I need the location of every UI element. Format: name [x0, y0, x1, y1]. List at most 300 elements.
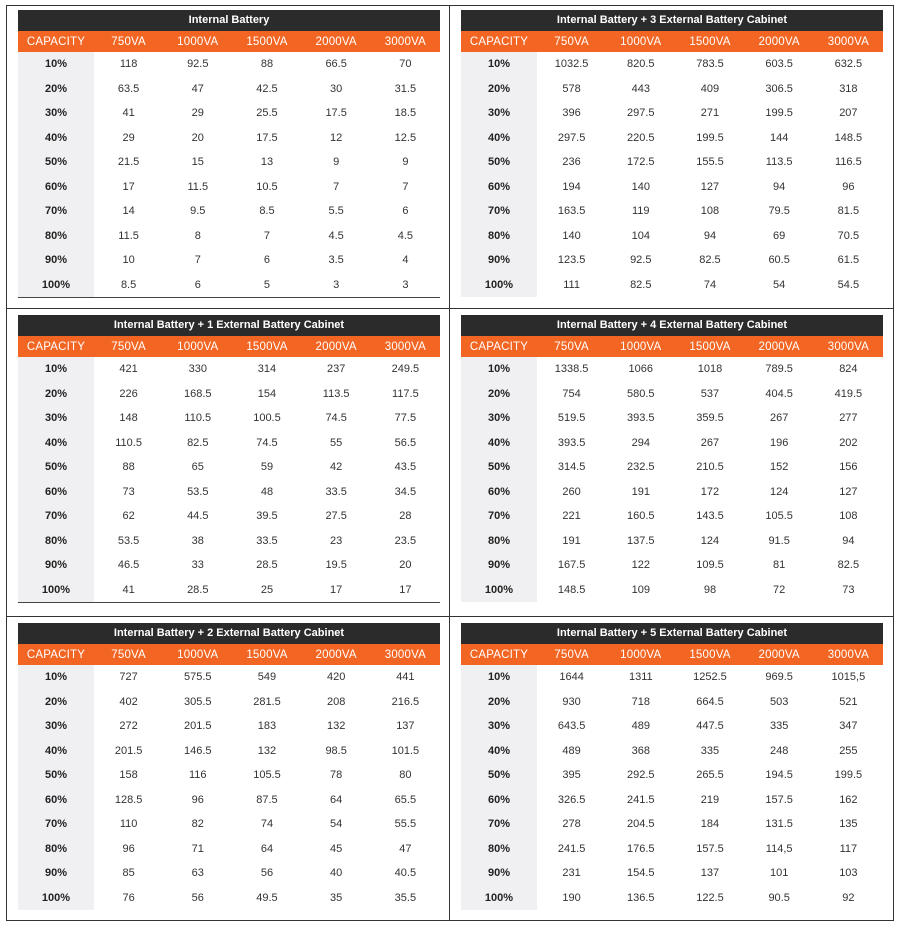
table-row: [18, 77, 440, 102]
runtime-cell: 824: [839, 363, 858, 376]
runtime-cell: 122: [631, 559, 650, 572]
runtime-cell: 98: [703, 583, 717, 596]
runtime-cell: 103: [839, 867, 858, 880]
runtime-cell: 402: [119, 695, 138, 708]
runtime-cell: 221: [562, 510, 581, 523]
runtime-cell: 113.5: [765, 156, 793, 169]
runtime-cell: 109.5: [696, 559, 724, 572]
capacity-cell: 90%: [461, 553, 537, 578]
runtime-cell: 7: [402, 180, 409, 193]
capacity-cell: 10%: [461, 357, 537, 382]
runtime-cell: 74: [260, 818, 274, 831]
capacity-cell: 60%: [461, 788, 537, 813]
runtime-cell: 204.5: [627, 818, 655, 831]
runtime-cell: 210.5: [696, 461, 724, 474]
runtime-cell: 335: [700, 744, 720, 757]
table-row: [461, 861, 883, 886]
runtime-cell: 105.5: [253, 769, 281, 782]
runtime-cell: 1032.5: [554, 58, 589, 71]
runtime-table-grid: [461, 315, 883, 602]
runtime-cell: 160.5: [627, 510, 655, 523]
runtime-cell: 131.5: [765, 818, 793, 831]
table-row: [461, 248, 883, 273]
runtime-cell: 54.5: [837, 278, 860, 291]
runtime-cell: 44.5: [187, 510, 209, 523]
runtime-cell: 718: [631, 695, 650, 708]
runtime-cell: 4.5: [328, 229, 344, 242]
runtime-cell: 199.5: [834, 769, 863, 782]
table-row: [461, 739, 883, 764]
runtime-cell: 163.5: [557, 205, 586, 218]
runtime-cell: 395: [562, 769, 581, 782]
runtime-cell: 447.5: [696, 720, 724, 733]
capacity-cell: 80%: [461, 837, 537, 862]
runtime-cell: 199.5: [696, 131, 724, 144]
table-row: [18, 763, 440, 788]
table-row: [18, 406, 440, 431]
runtime-cell: 137: [700, 867, 720, 880]
runtime-cell: 643.5: [557, 720, 586, 733]
runtime-cell: 140: [631, 180, 650, 193]
runtime-cell: 281.5: [253, 695, 281, 708]
runtime-cell: 40.5: [394, 867, 417, 880]
runtime-cell: 76: [122, 891, 135, 904]
va-rating-header: 1000VA: [163, 31, 232, 52]
runtime-cell: 580.5: [627, 387, 655, 400]
runtime-cell: 194: [562, 180, 581, 193]
capacity-header: CAPACITY: [18, 336, 94, 357]
capacity-cell: 20%: [461, 690, 537, 715]
va-rating-header: 2000VA: [302, 31, 371, 52]
capacity-header: CAPACITY: [461, 336, 537, 357]
runtime-cell: 314.5: [557, 461, 586, 474]
runtime-cell: 35: [330, 891, 343, 904]
table-row: [18, 126, 440, 151]
table-row: [18, 714, 440, 739]
runtime-cell: 820.5: [627, 58, 655, 71]
runtime-cell: 29: [122, 131, 135, 144]
table-row: [18, 224, 440, 249]
table-row: [461, 480, 883, 505]
runtime-cell: 81: [773, 559, 786, 572]
runtime-cell: 11.5: [118, 229, 139, 242]
capacity-cell: 50%: [18, 455, 94, 480]
runtime-cell: 137: [396, 720, 415, 733]
capacity-cell: 40%: [18, 431, 94, 456]
runtime-cell: 66.5: [325, 58, 347, 71]
header-row: [18, 336, 440, 357]
runtime-cell: 47: [191, 82, 204, 95]
table-row: [18, 382, 440, 407]
runtime-cell: 396: [562, 107, 581, 120]
table-row: [461, 406, 883, 431]
runtime-cell: 64: [260, 842, 274, 855]
runtime-cell: 127: [839, 485, 858, 498]
runtime-cell: 9: [402, 156, 409, 169]
table-row: [18, 175, 440, 200]
runtime-cell: 1015,5: [831, 671, 866, 684]
runtime-cell: 7: [194, 254, 201, 267]
runtime-cell: 4.5: [397, 229, 414, 242]
runtime-cell: 33.5: [325, 485, 347, 498]
capacity-cell: 40%: [461, 431, 537, 456]
runtime-cell: 155.5: [696, 156, 724, 169]
row-divider-1: [6, 308, 894, 309]
runtime-cell: 6: [263, 254, 271, 267]
runtime-cell: 12.5: [394, 131, 417, 144]
capacity-cell: 90%: [461, 248, 537, 273]
capacity-cell: 80%: [461, 224, 537, 249]
capacity-cell: 100%: [18, 273, 94, 298]
table-row: [18, 739, 440, 764]
runtime-table: [461, 623, 883, 910]
runtime-cell: 255: [839, 744, 858, 757]
runtime-cell: 754: [562, 387, 581, 400]
runtime-cell: 271: [700, 107, 720, 120]
runtime-cell: 61.5: [837, 254, 860, 267]
runtime-cell: 17.5: [325, 107, 347, 120]
runtime-cell: 77.5: [394, 412, 417, 425]
table-row: [18, 553, 440, 578]
runtime-cell: 7: [263, 229, 271, 242]
capacity-cell: 100%: [461, 578, 537, 603]
runtime-cell: 10.5: [256, 180, 278, 193]
capacity-cell: 20%: [18, 690, 94, 715]
runtime-cell: 154: [257, 387, 277, 400]
runtime-cell: 85: [122, 867, 135, 880]
runtime-cell: 123.5: [557, 254, 586, 267]
runtime-cell: 537: [700, 387, 720, 400]
runtime-cell: 220.5: [627, 131, 655, 144]
va-rating-header: 1500VA: [675, 336, 744, 357]
runtime-cell: 49.5: [256, 891, 278, 904]
runtime-table: [18, 315, 440, 603]
runtime-cell: 202: [839, 436, 858, 449]
capacity-cell: 20%: [461, 382, 537, 407]
capacity-cell: 40%: [18, 126, 94, 151]
runtime-cell: 8: [194, 229, 201, 242]
runtime-cell: 25: [260, 583, 274, 596]
runtime-cell: 314: [257, 363, 277, 376]
runtime-cell: 42.5: [256, 82, 278, 95]
va-rating-header: 2000VA: [745, 644, 814, 665]
runtime-cell: 172: [700, 485, 720, 498]
runtime-cell: 56: [260, 867, 274, 880]
runtime-cell: 17: [399, 583, 412, 596]
table-row: [18, 101, 440, 126]
runtime-cell: 143.5: [696, 510, 724, 523]
va-rating-header: 1000VA: [606, 336, 675, 357]
runtime-cell: 136.5: [627, 891, 655, 904]
runtime-cell: 28: [399, 510, 412, 523]
runtime-cell: 489: [631, 720, 650, 733]
capacity-cell: 80%: [461, 529, 537, 554]
capacity-cell: 50%: [461, 150, 537, 175]
va-rating-header: 3000VA: [371, 336, 440, 357]
runtime-cell: 3: [333, 278, 340, 291]
table-row: [461, 714, 883, 739]
runtime-cell: 59: [260, 461, 274, 474]
va-rating-header: 750VA: [537, 31, 606, 52]
header-row: [461, 31, 883, 52]
capacity-cell: 40%: [461, 126, 537, 151]
header-row: [18, 31, 440, 52]
table-row: [18, 665, 440, 690]
capacity-cell: 30%: [18, 714, 94, 739]
va-rating-header: 1000VA: [163, 644, 232, 665]
runtime-cell: 409: [700, 82, 720, 95]
runtime-cell: 33: [191, 559, 204, 572]
runtime-cell: 575.5: [184, 671, 212, 684]
runtime-cell: 249.5: [391, 363, 420, 376]
runtime-cell: 158: [119, 769, 138, 782]
runtime-cell: 148: [119, 412, 138, 425]
runtime-cell: 156: [839, 461, 858, 474]
table-row: [461, 504, 883, 529]
runtime-cell: 33.5: [256, 534, 278, 547]
runtime-cell: 41: [122, 107, 135, 120]
capacity-cell: 40%: [18, 739, 94, 764]
runtime-cell: 56.5: [394, 436, 417, 449]
runtime-cell: 8.5: [259, 205, 275, 218]
table-row: [18, 52, 440, 77]
va-rating-header: 750VA: [537, 336, 606, 357]
runtime-cell: 1644: [559, 671, 584, 684]
runtime-cell: 96: [842, 180, 855, 193]
runtime-cell: 64: [330, 793, 343, 806]
runtime-cell: 292.5: [627, 769, 655, 782]
runtime-cell: 297.5: [627, 107, 655, 120]
va-rating-header: 750VA: [94, 336, 163, 357]
runtime-cell: 79.5: [768, 205, 790, 218]
runtime-cell: 92.5: [630, 254, 652, 267]
runtime-cell: 108: [700, 205, 720, 218]
table-title: Internal Battery + 4 External Battery Cabinet: [461, 315, 883, 336]
table-title: Internal Battery: [18, 10, 440, 31]
runtime-cell: 23.5: [394, 534, 417, 547]
runtime-cell: 3.5: [328, 254, 344, 267]
va-rating-header: 2000VA: [745, 336, 814, 357]
runtime-cell: 74.5: [325, 412, 347, 425]
capacity-cell: 90%: [18, 553, 94, 578]
runtime-cell: 10: [122, 254, 135, 267]
capacity-cell: 80%: [18, 224, 94, 249]
table-row: [461, 150, 883, 175]
runtime-cell: 4: [402, 254, 409, 267]
capacity-cell: 70%: [461, 504, 537, 529]
runtime-cell: 82.5: [699, 254, 721, 267]
runtime-cell: 81.5: [837, 205, 860, 218]
capacity-cell: 90%: [461, 861, 537, 886]
runtime-cell: 7: [333, 180, 340, 193]
runtime-cell: 9.5: [190, 205, 206, 218]
runtime-cell: 132: [326, 720, 346, 733]
runtime-cell: 116: [189, 769, 207, 782]
runtime-cell: 96: [191, 793, 204, 806]
runtime-cell: 82: [191, 818, 204, 831]
runtime-cell: 146.5: [184, 744, 212, 757]
runtime-cell: 20: [399, 559, 412, 572]
table-row: [461, 763, 883, 788]
runtime-cell: 101: [769, 867, 789, 880]
table-row: [461, 52, 883, 77]
table-row: [18, 273, 440, 298]
runtime-cell: 65.5: [394, 793, 417, 806]
table-row: [461, 455, 883, 480]
runtime-cell: 191: [562, 534, 581, 547]
capacity-cell: 60%: [461, 175, 537, 200]
runtime-cell: 54: [773, 278, 786, 291]
runtime-cell: 368: [631, 744, 650, 757]
runtime-cell: 267: [700, 436, 720, 449]
runtime-table: [461, 10, 883, 297]
va-rating-header: 3000VA: [814, 644, 883, 665]
table-row: [18, 788, 440, 813]
va-rating-header: 1500VA: [232, 644, 301, 665]
runtime-cell: 114,5: [765, 842, 793, 855]
runtime-cell: 63: [191, 867, 204, 880]
runtime-cell: 96: [122, 842, 135, 855]
runtime-cell: 154.5: [627, 867, 655, 880]
runtime-cell: 94: [773, 180, 786, 193]
runtime-cell: 45: [330, 842, 343, 855]
table-row: [461, 837, 883, 862]
capacity-cell: 50%: [461, 763, 537, 788]
runtime-cell: 70.5: [837, 229, 860, 242]
runtime-cell: 632.5: [834, 58, 863, 71]
runtime-cell: 62: [122, 510, 135, 523]
runtime-cell: 21.5: [117, 156, 140, 169]
runtime-cell: 1018: [697, 363, 723, 376]
header-row: [461, 644, 883, 665]
capacity-cell: 50%: [18, 150, 94, 175]
table-row: [461, 529, 883, 554]
table-row: [461, 101, 883, 126]
runtime-cell: 104: [631, 229, 650, 242]
runtime-cell: 216.5: [391, 695, 420, 708]
va-rating-header: 1500VA: [675, 644, 744, 665]
runtime-cell: 70: [399, 58, 412, 71]
table-row: [461, 273, 883, 298]
runtime-cell: 100.5: [253, 412, 281, 425]
runtime-cell: 140: [562, 229, 581, 242]
runtime-cell: 124: [700, 534, 720, 547]
capacity-cell: 100%: [18, 886, 94, 911]
runtime-cell: 335: [769, 720, 789, 733]
row-divider-2: [6, 616, 894, 617]
runtime-cell: 969.5: [765, 671, 793, 684]
runtime-cell: 60.5: [768, 254, 790, 267]
table-row: [18, 431, 440, 456]
runtime-cell: 727: [119, 671, 138, 684]
table-row: [461, 665, 883, 690]
runtime-cell: 111: [563, 278, 580, 291]
runtime-cell: 219: [700, 793, 720, 806]
table-title: Internal Battery + 2 External Battery Cabinet: [18, 623, 440, 644]
runtime-cell: 144: [769, 131, 789, 144]
runtime-cell: 39.5: [256, 510, 278, 523]
runtime-cell: 80: [399, 769, 412, 782]
runtime-cell: 128.5: [114, 793, 143, 806]
runtime-cell: 241.5: [627, 793, 655, 806]
runtime-cell: 40: [330, 867, 343, 880]
runtime-cell: 92: [842, 891, 855, 904]
runtime-table: [461, 315, 883, 602]
runtime-cell: 393.5: [557, 436, 586, 449]
runtime-cell: 113.5: [322, 387, 350, 400]
runtime-cell: 35.5: [394, 891, 417, 904]
runtime-cell: 157.5: [765, 793, 793, 806]
capacity-cell: 30%: [461, 406, 537, 431]
va-rating-header: 750VA: [537, 644, 606, 665]
capacity-cell: 10%: [18, 52, 94, 77]
runtime-cell: 12: [330, 131, 343, 144]
runtime-cell: 148.5: [834, 131, 863, 144]
runtime-cell: 88: [122, 461, 135, 474]
runtime-cell: 109: [631, 583, 650, 596]
table-row: [18, 812, 440, 837]
table-row: [18, 199, 440, 224]
runtime-cell: 116.5: [835, 156, 862, 169]
runtime-cell: 53.5: [187, 485, 209, 498]
runtime-cell: 272: [119, 720, 138, 733]
runtime-cell: 14: [122, 205, 135, 218]
runtime-cell: 503: [769, 695, 789, 708]
capacity-cell: 70%: [18, 199, 94, 224]
capacity-cell: 10%: [461, 665, 537, 690]
runtime-cell: 71: [191, 842, 204, 855]
runtime-cell: 404.5: [765, 387, 793, 400]
capacity-cell: 60%: [461, 480, 537, 505]
runtime-cell: 73: [122, 485, 135, 498]
capacity-cell: 60%: [18, 175, 94, 200]
runtime-cell: 74.5: [256, 436, 278, 449]
runtime-cell: 91.5: [768, 534, 790, 547]
table-row: [461, 886, 883, 911]
runtime-cell: 63.5: [117, 82, 140, 95]
runtime-cell: 267: [769, 412, 789, 425]
runtime-cell: 9: [333, 156, 340, 169]
runtime-cell: 55.5: [394, 818, 417, 831]
va-rating-header: 1500VA: [675, 31, 744, 52]
runtime-cell: 6: [402, 205, 409, 218]
runtime-cell: 27.5: [325, 510, 347, 523]
runtime-cell: 226: [119, 387, 138, 400]
runtime-cell: 38: [191, 534, 204, 547]
runtime-cell: 28.5: [256, 559, 278, 572]
runtime-cell: 783.5: [696, 58, 724, 71]
runtime-cell: 34.5: [394, 485, 417, 498]
runtime-cell: 199.5: [765, 107, 793, 120]
runtime-cell: 277: [839, 412, 858, 425]
va-rating-header: 3000VA: [814, 336, 883, 357]
capacity-cell: 70%: [461, 812, 537, 837]
runtime-cell: 443: [631, 82, 650, 95]
capacity-header: CAPACITY: [461, 31, 537, 52]
capacity-cell: 20%: [461, 77, 537, 102]
runtime-cell: 73: [842, 583, 855, 596]
runtime-cell: 207: [839, 107, 858, 120]
runtime-cell: 359.5: [696, 412, 724, 425]
runtime-cell: 152: [769, 461, 789, 474]
runtime-cell: 237: [326, 363, 346, 376]
runtime-cell: 28.5: [187, 583, 209, 596]
runtime-cell: 132: [257, 744, 277, 757]
capacity-cell: 50%: [461, 455, 537, 480]
capacity-cell: 60%: [18, 480, 94, 505]
runtime-cell: 168.5: [184, 387, 212, 400]
runtime-cell: 117: [839, 842, 858, 855]
